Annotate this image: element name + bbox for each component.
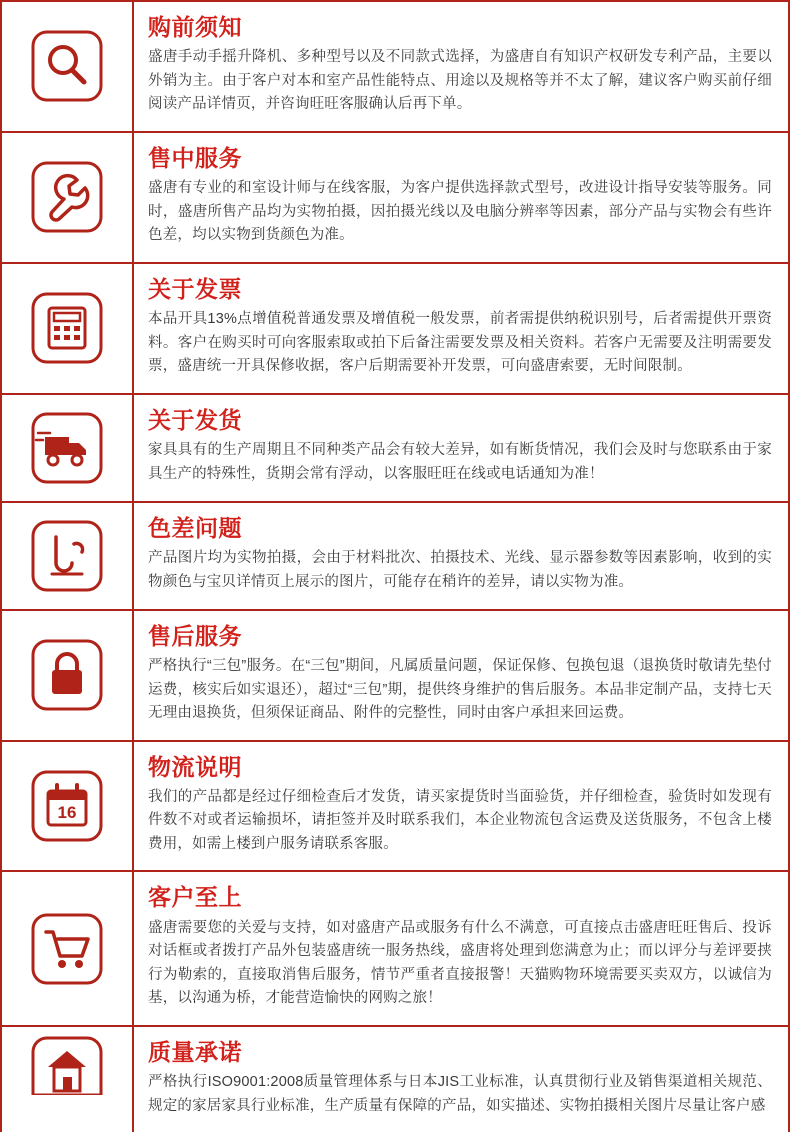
section-body: 我们的产品都是经过仔细检查后才发货，请买家提货时当面验货，并仔细检查，验货时如发现有件数不对或者运输损坏，请拒签并及时联系我们，本企业物流包含运费及送货服务，不包含上楼费用，如需上楼到户服务请联系客服。	[148, 789, 772, 852]
calendar-day-label: 16	[57, 803, 77, 822]
section-title: 关于发票	[148, 275, 242, 302]
calculator-icon	[30, 291, 104, 365]
calendar-icon	[30, 769, 104, 843]
icon-cell	[2, 2, 134, 131]
text-cell	[134, 133, 788, 262]
section-title: 售后服务	[148, 622, 242, 649]
section-title: 色差问题	[148, 514, 242, 541]
lock-icon	[30, 638, 104, 712]
wrench-icon	[30, 160, 104, 234]
table-row	[2, 1027, 788, 1132]
section-body: 本品开具13%点增值税普通发票及增值税一般发票，前者需提供纳税识别号，后者需提供开票资料。客户在购买时可向客服索取或拍下后备注需要发票及相关资料。若客户无需要及注明需要发票，盛唐统一开具保修收据，客户后期需要补开发票，可向盛唐索要，无时间限制。	[148, 311, 772, 375]
table-row	[2, 395, 788, 503]
icon-cell	[2, 611, 134, 740]
icon-cell	[2, 503, 134, 609]
table-row	[2, 133, 788, 264]
icon-cell	[2, 133, 134, 262]
table-row	[2, 872, 788, 1026]
icon-cell	[2, 264, 134, 393]
table-row	[2, 264, 788, 395]
text-cell	[134, 264, 788, 393]
text-cell	[134, 503, 788, 609]
section-body: 产品图片均为实物拍摄，会由于材料批次、拍摄技术、光线、显示器参数等因素影响，收到的实物颜色与宝贝详情页上展示的图片，可能存在稍许的差异，请以实物为准。	[148, 550, 772, 590]
color-swatch-icon	[30, 519, 104, 593]
home-icon	[30, 1035, 104, 1095]
section-body: 盛唐手动手摇升降机、多种型号以及不同款式选择，为盛唐自有知识产权研发专利产品，主要以外销为主。由于客户对本和室产品性能特点、用途以及规格等并不太了解，建议客户购买前仔细阅读产品详情页，并咨询旺旺客服确认后再下单。	[148, 49, 772, 113]
section-title: 关于发货	[148, 406, 242, 433]
truck-icon	[30, 411, 104, 485]
text-cell	[134, 742, 788, 871]
section-title: 物流说明	[148, 753, 242, 780]
icon-cell	[2, 872, 134, 1024]
icon-cell	[2, 742, 134, 871]
icon-cell	[2, 395, 134, 501]
section-body: 盛唐有专业的和室设计师与在线客服，为客户提供选择款式型号，改进设计指导安装等服务。同时，盛唐所售产品均为实物拍摄，因拍摄光线以及电脑分辨率等因素，部分产品与实物会有些许色差，均以实物到货颜色为准。	[148, 180, 772, 244]
text-cell	[134, 2, 788, 131]
shopping-cart-icon	[30, 912, 104, 986]
table-row	[2, 503, 788, 611]
section-title: 购前须知	[148, 14, 242, 40]
table-row	[2, 2, 788, 133]
table-row	[2, 742, 788, 873]
section-title: 售中服务	[148, 144, 242, 171]
text-cell	[134, 395, 788, 501]
text-cell	[134, 1027, 788, 1132]
section-body: 严格执行ISO9001:2008质量管理体系与日本JIS工业标准，认真贯彻行业及销售渠道相关规范、规定的家居家具行业标准，生产质量有保障的产品，如实描述、实物拍摄相关图片尽量让客户感	[148, 1074, 772, 1114]
section-body: 严格执行“三包”服务。在“三包”期间，凡属质量问题，保证保修、包换包退（退换货时敬请先垫付运费，核实后如实退还），超过“三包”期，提供终身维护的售后服务。本品非定制产品，支持七天无理由退换货，但须保证商品、附件的完整性，同时由客户承担来回运费。	[148, 658, 772, 722]
text-cell	[134, 872, 788, 1024]
table-row	[2, 611, 788, 742]
magnifier-icon	[30, 29, 104, 103]
section-title: 客户至上	[148, 884, 242, 911]
text-cell	[134, 611, 788, 740]
section-body: 盛唐需要您的关爱与支持，如对盛唐产品或服务有什么不满意，可直接点击盛唐旺旺售后、投诉对话框或者拨打产品外包装盛唐统一服务热线，盛唐将处理到您满意为止；而以评分与差评要挟行为勒索的，直接取消售后服务，情节严重者直接报警！天猫购物环境需要买卖双方，以诚信为基，以沟通为桥，才能营造愉快的网购之旅！	[148, 919, 772, 1007]
icon-cell	[2, 1027, 134, 1132]
section-title: 质量承诺	[148, 1038, 242, 1065]
section-body: 家具具有的生产周期且不同种类产品会有较大差异，如有断货情况，我们会及时与您联系由于家具生产的特殊性，货期会常有浮动，以客服旺旺在线或电话通知为准！	[148, 442, 772, 482]
